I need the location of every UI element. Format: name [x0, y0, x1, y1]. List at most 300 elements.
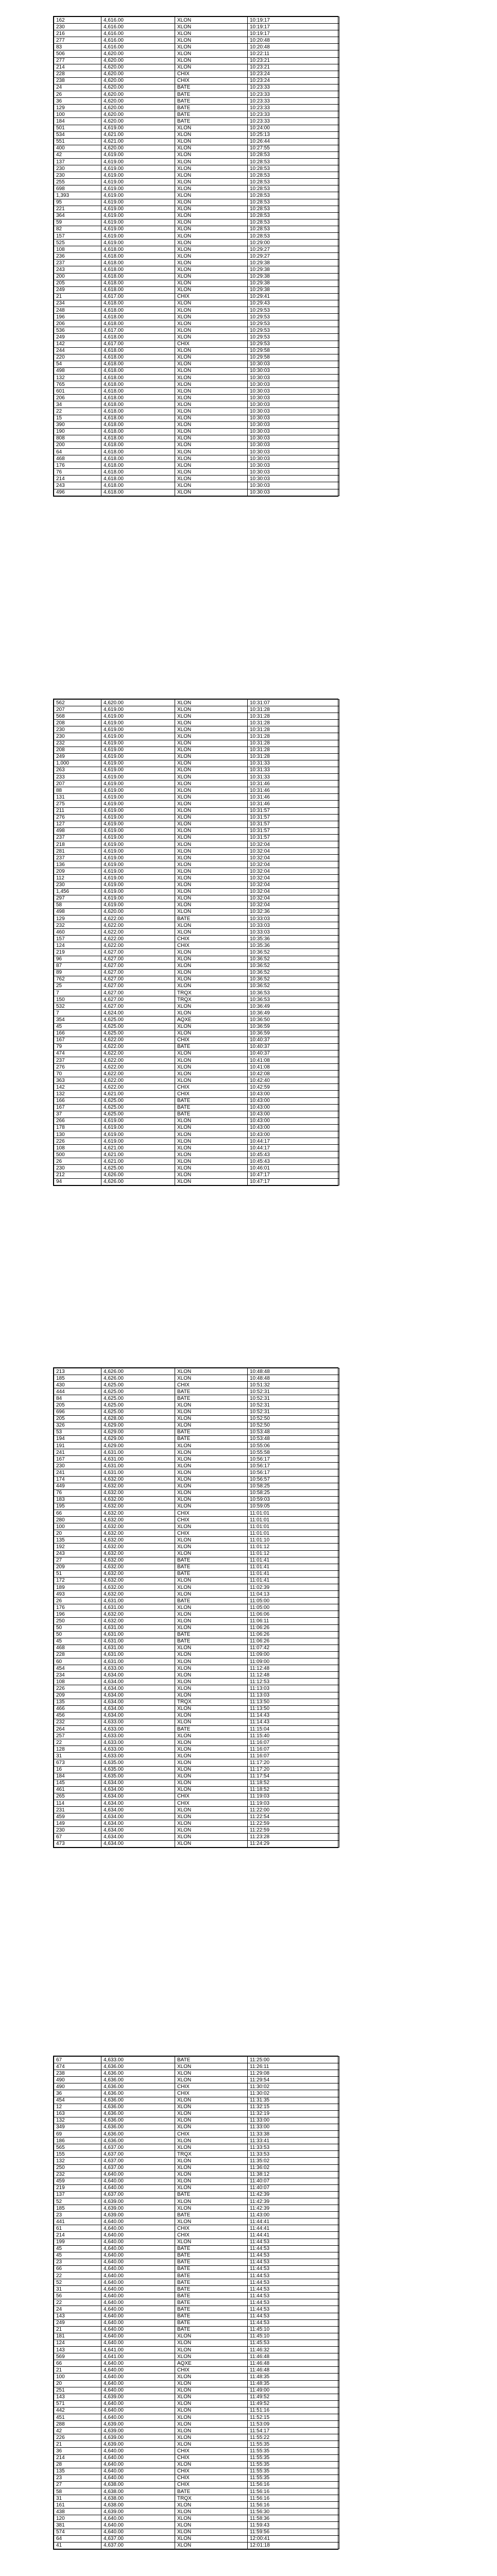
cell-price: 4,634.00 — [101, 1705, 175, 1712]
cell-price: 4,618.00 — [101, 469, 175, 476]
cell-time: 10:31:28 — [248, 713, 339, 720]
cell-time: 11:19:03 — [248, 1793, 339, 1800]
cell-price: 4,639.00 — [101, 2198, 175, 2205]
table-row — [54, 861, 339, 868]
cell-price: 4,625.00 — [101, 1165, 175, 1172]
cell-venue: CHIX — [175, 2225, 248, 2232]
cell-venue: XLON — [175, 260, 248, 266]
cell-venue: XLON — [175, 2063, 248, 2070]
cell-price: 4,636.00 — [101, 2124, 175, 2130]
cell-time: 11:44:53 — [248, 2245, 339, 2252]
table-row — [54, 2218, 339, 2225]
cell-price: 4,636.00 — [101, 2077, 175, 2083]
cell-price: 4,619.00 — [101, 1117, 175, 1124]
cell-time: 11:01:01 — [248, 1530, 339, 1537]
cell-time: 10:52:31 — [248, 1388, 339, 1395]
table-row — [54, 2319, 339, 2326]
table-row — [54, 2104, 339, 2110]
cell-time: 10:43:00 — [248, 1111, 339, 1117]
cell-time: 10:48:48 — [248, 1368, 339, 1375]
cell-price: 4,637.00 — [101, 2158, 175, 2164]
cell-price: 4,619.00 — [101, 192, 175, 199]
cell-price: 4,618.00 — [101, 489, 175, 496]
cell-volume: 205 — [54, 1402, 101, 1409]
cell-venue: XLON — [175, 192, 248, 199]
cell-time: 10:42:40 — [248, 1077, 339, 1084]
cell-volume: 206 — [54, 395, 101, 401]
cell-volume: 250 — [54, 1618, 101, 1624]
cell-volume: 444 — [54, 1388, 101, 1395]
cell-venue: XLON — [175, 185, 248, 192]
cell-time: 11:17:54 — [248, 1773, 339, 1780]
table-row — [54, 246, 339, 253]
cell-volume: 454 — [54, 2097, 101, 2104]
cell-venue: XLON — [175, 37, 248, 44]
cell-price: 4,622.00 — [101, 929, 175, 936]
cell-volume: 459 — [54, 2178, 101, 2184]
table-row — [54, 300, 339, 307]
table-row — [54, 1780, 339, 1786]
cell-price: 4,619.00 — [101, 807, 175, 814]
cell-venue: BATE — [175, 1435, 248, 1442]
cell-time: 11:12:48 — [248, 1665, 339, 1672]
cell-price: 4,625.00 — [101, 1016, 175, 1023]
table-row — [54, 111, 339, 118]
table-row — [54, 1402, 339, 1409]
table-row — [54, 2265, 339, 2272]
cell-price: 4,625.00 — [101, 1388, 175, 1395]
cell-venue: BATE — [175, 84, 248, 91]
cell-time: 10:30:03 — [248, 449, 339, 455]
cell-volume: 54 — [54, 361, 101, 367]
cell-volume: 135 — [54, 2468, 101, 2475]
cell-price: 4,619.00 — [101, 1124, 175, 1131]
cell-time: 10:29:53 — [248, 307, 339, 314]
table-row — [54, 902, 339, 908]
cell-price: 4,634.00 — [101, 1679, 175, 1685]
cell-venue: XLON — [175, 300, 248, 307]
table-row — [54, 2468, 339, 2475]
table-row — [54, 212, 339, 219]
cell-volume: 196 — [54, 1611, 101, 1618]
cell-volume: 220 — [54, 354, 101, 361]
cell-time: 11:05:00 — [248, 1604, 339, 1611]
cell-venue: XLON — [175, 179, 248, 185]
trade-table — [54, 1368, 339, 1848]
cell-time: 11:54:17 — [248, 2428, 339, 2434]
table-row — [54, 341, 339, 347]
cell-volume: 21 — [54, 2441, 101, 2448]
cell-venue: XLON — [175, 774, 248, 781]
cell-venue: XLON — [175, 2529, 248, 2535]
cell-time: 11:44:53 — [248, 2293, 339, 2299]
cell-volume: 498 — [54, 367, 101, 374]
table-row — [54, 482, 339, 489]
cell-volume: 100 — [54, 1523, 101, 1530]
cell-volume: 214 — [54, 2232, 101, 2239]
cell-venue: XLON — [175, 1658, 248, 1665]
cell-venue: XLON — [175, 949, 248, 956]
cell-price: 4,628.00 — [101, 1415, 175, 1422]
cell-volume: 534 — [54, 131, 101, 138]
cell-volume: 45 — [54, 2252, 101, 2259]
table-row — [54, 1172, 339, 1178]
table-row — [54, 814, 339, 821]
cell-time: 11:17:20 — [248, 1766, 339, 1773]
cell-venue: XLON — [175, 1523, 248, 1530]
cell-time: 10:31:28 — [248, 747, 339, 753]
cell-venue: CHIX — [175, 2481, 248, 2488]
table-row — [54, 2374, 339, 2380]
cell-price: 4,619.00 — [101, 212, 175, 219]
table-row — [54, 2515, 339, 2522]
cell-venue: CHIX — [175, 1037, 248, 1043]
cell-price: 4,640.00 — [101, 2252, 175, 2259]
cell-venue: XLON — [175, 50, 248, 57]
table-row — [54, 1570, 339, 1577]
table-row — [54, 192, 339, 199]
cell-venue: CHIX — [175, 2468, 248, 2475]
cell-venue: BATE — [175, 111, 248, 118]
cell-time: 11:33:53 — [248, 2144, 339, 2151]
cell-volume: 129 — [54, 105, 101, 111]
cell-price: 4,618.00 — [101, 408, 175, 415]
cell-time: 10:46:01 — [248, 1165, 339, 1172]
cell-venue: BATE — [175, 118, 248, 125]
cell-venue: XLON — [175, 929, 248, 936]
cell-time: 10:43:00 — [248, 1117, 339, 1124]
cell-time: 11:01:41 — [248, 1557, 339, 1564]
cell-venue: XLON — [175, 1840, 248, 1847]
cell-volume: 142 — [54, 1084, 101, 1091]
cell-price: 4,640.00 — [101, 2387, 175, 2394]
cell-volume: 1,000 — [54, 760, 101, 767]
cell-price: 4,618.00 — [101, 280, 175, 286]
cell-time: 10:30:03 — [248, 388, 339, 395]
cell-price: 4,619.00 — [101, 855, 175, 861]
cell-venue: XLON — [175, 1375, 248, 1382]
table-row — [54, 1084, 339, 1091]
cell-price: 4,629.00 — [101, 1443, 175, 1449]
cell-venue: XLON — [175, 1814, 248, 1820]
cell-price: 4,640.00 — [101, 2232, 175, 2239]
cell-venue: XLON — [175, 1759, 248, 1766]
cell-price: 4,634.00 — [101, 1800, 175, 1807]
table-row — [54, 2259, 339, 2265]
cell-venue: CHIX — [175, 2090, 248, 2097]
table-row — [54, 57, 339, 64]
table-row — [54, 1550, 339, 1557]
cell-volume: 230 — [54, 726, 101, 733]
cell-time: 10:31:28 — [248, 706, 339, 713]
cell-volume: 100 — [54, 111, 101, 118]
cell-price: 4,622.00 — [101, 1057, 175, 1063]
cell-venue: XLON — [175, 280, 248, 286]
cell-time: 11:51:16 — [248, 2407, 339, 2414]
cell-time: 11:33:53 — [248, 2151, 339, 2158]
cell-price: 4,620.00 — [101, 84, 175, 91]
cell-volume: 84 — [54, 1395, 101, 1402]
cell-price: 4,618.00 — [101, 415, 175, 421]
cell-time: 10:31:46 — [248, 787, 339, 794]
cell-time: 11:06:26 — [248, 1631, 339, 1638]
cell-venue: XLON — [175, 2380, 248, 2387]
cell-price: 4,624.00 — [101, 1010, 175, 1016]
cell-price: 4,634.00 — [101, 1820, 175, 1827]
table-row — [54, 84, 339, 91]
cell-venue: BATE — [175, 2326, 248, 2333]
cell-price: 4,618.00 — [101, 253, 175, 260]
cell-venue: XLON — [175, 401, 248, 408]
table-row — [54, 1638, 339, 1645]
cell-volume: 228 — [54, 1651, 101, 1658]
table-row — [54, 1699, 339, 1705]
table-row — [54, 1530, 339, 1537]
cell-time: 11:01:41 — [248, 1577, 339, 1584]
table-row — [54, 2198, 339, 2205]
table-row — [54, 381, 339, 388]
table-row — [54, 71, 339, 77]
cell-venue: XLON — [175, 2407, 248, 2414]
cell-volume: 226 — [54, 1685, 101, 1692]
cell-venue: XLON — [175, 1820, 248, 1827]
cell-venue: CHIX — [175, 341, 248, 347]
cell-volume: 132 — [54, 2158, 101, 2164]
cell-price: 4,618.00 — [101, 381, 175, 388]
cell-price: 4,622.00 — [101, 1064, 175, 1071]
table-row — [54, 827, 339, 834]
cell-volume: 89 — [54, 969, 101, 976]
cell-volume: 66 — [54, 2265, 101, 2272]
table-row — [54, 895, 339, 902]
table-row — [54, 1443, 339, 1449]
cell-venue: AQXE — [175, 2360, 248, 2367]
table-row — [54, 888, 339, 895]
cell-venue: BATE — [175, 91, 248, 98]
cell-volume: 536 — [54, 327, 101, 334]
cell-time: 10:45:43 — [248, 1151, 339, 1158]
cell-price: 4,632.00 — [101, 1483, 175, 1489]
cell-volume: 21 — [54, 2367, 101, 2374]
cell-price: 4,619.00 — [101, 781, 175, 787]
cell-venue: XLON — [175, 2205, 248, 2212]
cell-price: 4,619.00 — [101, 706, 175, 713]
cell-venue: XLON — [175, 361, 248, 367]
cell-price: 4,619.00 — [101, 172, 175, 179]
table-row — [54, 1165, 339, 1172]
cell-volume: 155 — [54, 2151, 101, 2158]
cell-time: 11:01:12 — [248, 1544, 339, 1550]
table-row — [54, 882, 339, 888]
cell-venue: XLON — [175, 1496, 248, 1503]
cell-price: 4,622.00 — [101, 1084, 175, 1091]
cell-venue: XLON — [175, 1003, 248, 1010]
cell-price: 4,620.00 — [101, 111, 175, 118]
cell-price: 4,633.00 — [101, 1719, 175, 1725]
cell-time: 10:31:46 — [248, 781, 339, 787]
cell-volume: 218 — [54, 841, 101, 848]
cell-time: 10:41:08 — [248, 1064, 339, 1071]
table-row — [54, 1611, 339, 1618]
cell-time: 10:30:03 — [248, 421, 339, 428]
table-row — [54, 415, 339, 421]
cell-price: 4,619.00 — [101, 720, 175, 726]
table-row — [54, 105, 339, 111]
cell-time: 10:52:31 — [248, 1409, 339, 1415]
cell-time: 10:52:31 — [248, 1402, 339, 1409]
table-row — [54, 37, 339, 44]
cell-price: 4,625.00 — [101, 1382, 175, 1388]
cell-price: 4,638.00 — [101, 2495, 175, 2502]
cell-time: 11:46:32 — [248, 2347, 339, 2353]
cell-venue: BATE — [175, 2265, 248, 2272]
table-row — [54, 361, 339, 367]
table-row — [54, 199, 339, 206]
cell-volume: 31 — [54, 2286, 101, 2293]
cell-time: 10:28:53 — [248, 192, 339, 199]
cell-time: 10:32:04 — [248, 848, 339, 855]
cell-venue: XLON — [175, 158, 248, 165]
table-row — [54, 1759, 339, 1766]
cell-volume: 56 — [54, 2293, 101, 2299]
cell-volume: 209 — [54, 1564, 101, 1570]
cell-venue: XLON — [175, 2428, 248, 2434]
cell-time: 10:30:03 — [248, 428, 339, 435]
cell-time: 10:36:59 — [248, 1030, 339, 1037]
cell-volume: 124 — [54, 2340, 101, 2346]
cell-volume: 364 — [54, 212, 101, 219]
cell-volume: 20 — [54, 1530, 101, 1537]
table-row — [54, 1800, 339, 1807]
cell-volume: 108 — [54, 246, 101, 253]
cell-venue: XLON — [175, 1544, 248, 1550]
cell-volume: 241 — [54, 1449, 101, 1456]
cell-price: 4,619.00 — [101, 226, 175, 232]
cell-time: 10:25:13 — [248, 131, 339, 138]
cell-price: 4,640.00 — [101, 2461, 175, 2468]
cell-volume: 231 — [54, 1807, 101, 1814]
cell-price: 4,634.00 — [101, 1827, 175, 1834]
cell-price: 4,618.00 — [101, 428, 175, 435]
cell-price: 4,625.00 — [101, 1023, 175, 1030]
cell-price: 4,634.00 — [101, 1699, 175, 1705]
table-row — [54, 1773, 339, 1780]
table-row — [54, 855, 339, 861]
cell-volume: 178 — [54, 1124, 101, 1131]
cell-venue: XLON — [175, 2414, 248, 2420]
cell-price: 4,631.00 — [101, 1598, 175, 1604]
cell-volume: 214 — [54, 476, 101, 482]
cell-venue: CHIX — [175, 2448, 248, 2454]
trade-block-1 — [53, 16, 338, 497]
table-row — [54, 2488, 339, 2495]
table-row — [54, 233, 339, 240]
cell-venue: XLON — [175, 1402, 248, 1409]
cell-time: 10:28:53 — [248, 179, 339, 185]
cell-volume: 249 — [54, 2319, 101, 2326]
table-row — [54, 1158, 339, 1165]
cell-volume: 237 — [54, 260, 101, 266]
cell-price: 4,626.00 — [101, 1375, 175, 1382]
table-row — [54, 314, 339, 320]
cell-venue: BATE — [175, 1564, 248, 1570]
cell-volume: 808 — [54, 435, 101, 442]
cell-venue: BATE — [175, 2306, 248, 2313]
table-row — [54, 2347, 339, 2353]
table-row — [54, 226, 339, 232]
cell-price: 4,634.00 — [101, 1672, 175, 1679]
cell-volume: 22 — [54, 2299, 101, 2306]
cell-venue: XLON — [175, 1456, 248, 1463]
cell-time: 10:30:03 — [248, 455, 339, 462]
cell-time: 11:49:52 — [248, 2400, 339, 2407]
cell-venue: XLON — [175, 314, 248, 320]
cell-time: 12:01:18 — [248, 2542, 339, 2549]
table-row — [54, 442, 339, 448]
cell-time: 10:32:36 — [248, 908, 339, 915]
cell-venue: XLON — [175, 347, 248, 354]
cell-time: 10:44:17 — [248, 1145, 339, 1151]
cell-time: 10:29:27 — [248, 246, 339, 253]
cell-volume: 79 — [54, 1043, 101, 1050]
cell-price: 4,640.00 — [101, 2293, 175, 2299]
table-row — [54, 848, 339, 855]
cell-time: 10:29:53 — [248, 320, 339, 327]
cell-venue: BATE — [175, 2273, 248, 2279]
cell-price: 4,629.00 — [101, 1435, 175, 1442]
cell-time: 10:30:03 — [248, 401, 339, 408]
table-row — [54, 1382, 339, 1388]
cell-time: 10:47:17 — [248, 1178, 339, 1185]
cell-price: 4,640.00 — [101, 2239, 175, 2245]
cell-price: 4,632.00 — [101, 1577, 175, 1584]
table-row — [54, 2232, 339, 2239]
table-row — [54, 1564, 339, 1570]
cell-price: 4,634.00 — [101, 1685, 175, 1692]
table-row — [54, 1422, 339, 1429]
cell-time: 10:56:57 — [248, 1476, 339, 1483]
cell-price: 4,622.00 — [101, 936, 175, 942]
cell-volume: 696 — [54, 1409, 101, 1415]
cell-venue: XLON — [175, 895, 248, 902]
table-row — [54, 2131, 339, 2138]
cell-price: 4,619.00 — [101, 834, 175, 841]
cell-venue: XLON — [175, 435, 248, 442]
cell-price: 4,625.00 — [101, 1111, 175, 1117]
cell-volume: 45 — [54, 1023, 101, 1030]
cell-venue: XLON — [175, 821, 248, 827]
cell-venue: XLON — [175, 956, 248, 962]
table-row — [54, 1057, 339, 1063]
cell-price: 4,618.00 — [101, 435, 175, 442]
cell-volume: 264 — [54, 1725, 101, 1732]
cell-time: 11:12:48 — [248, 1672, 339, 1679]
cell-volume: 326 — [54, 1422, 101, 1429]
table-row — [54, 2144, 339, 2151]
cell-venue: XLON — [175, 1050, 248, 1057]
cell-volume: 461 — [54, 1786, 101, 1793]
cell-volume: 430 — [54, 1382, 101, 1388]
cell-time: 11:44:53 — [248, 2279, 339, 2286]
cell-price: 4,632.00 — [101, 1544, 175, 1550]
cell-time: 11:46:48 — [248, 2367, 339, 2374]
cell-time: 11:26:11 — [248, 2063, 339, 2070]
cell-venue: XLON — [175, 787, 248, 794]
table-row — [54, 1463, 339, 1469]
table-row — [54, 1766, 339, 1773]
cell-price: 4,618.00 — [101, 482, 175, 489]
table-row — [54, 841, 339, 848]
